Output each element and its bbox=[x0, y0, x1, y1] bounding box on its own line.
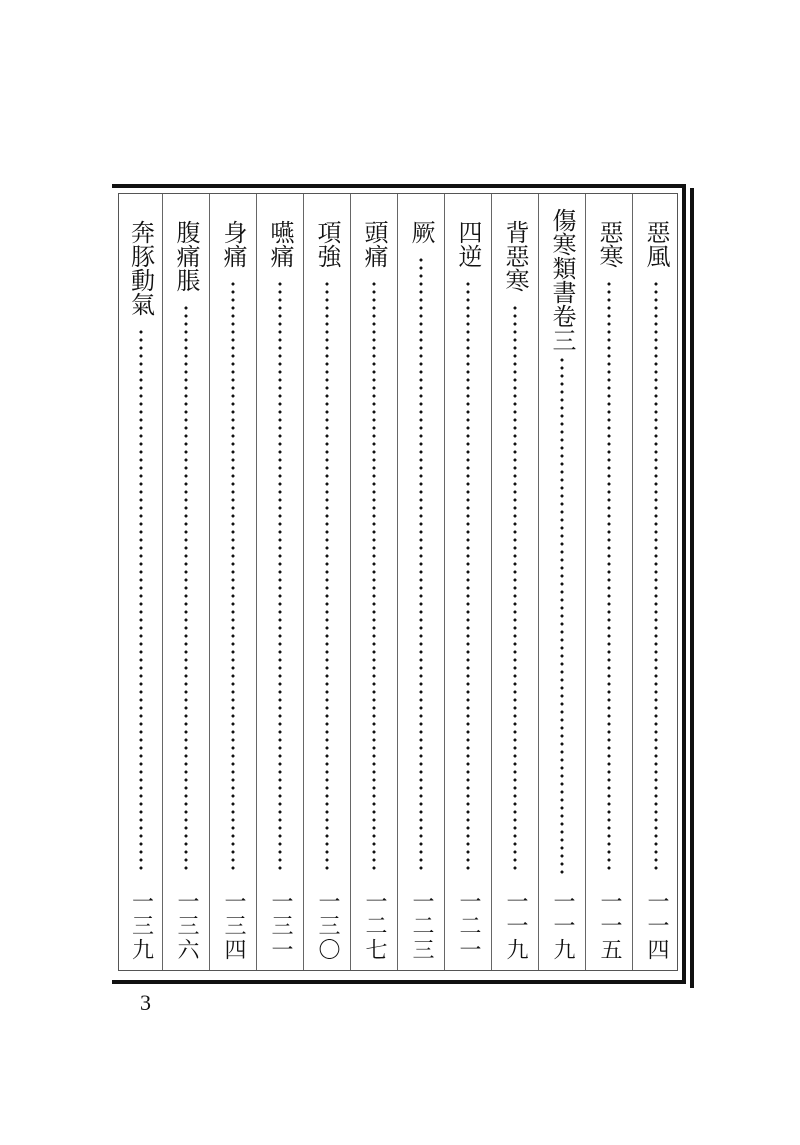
toc-entry-title: 頭痛 bbox=[360, 220, 388, 268]
toc-entry bbox=[303, 194, 350, 970]
toc-entry-page: 一一九 bbox=[550, 890, 575, 962]
toc-entry-title: 項強 bbox=[313, 220, 341, 268]
toc-entry-title: 奔豚動氣 bbox=[126, 220, 155, 316]
toc-entry-page: 一二七 bbox=[362, 890, 387, 962]
toc-entry-page: 一一五 bbox=[597, 890, 622, 962]
toc-entry bbox=[397, 194, 444, 970]
toc-entry-title: 惡寒 bbox=[595, 220, 623, 268]
toc-entry-page: 一三九 bbox=[128, 890, 154, 962]
toc-entry bbox=[632, 194, 679, 970]
folio-page-number: 3 bbox=[140, 990, 151, 1015]
dot-leader bbox=[654, 280, 658, 874]
dot-leader bbox=[184, 304, 188, 874]
toc-entry bbox=[585, 194, 632, 970]
toc-entry-page: 一一九 bbox=[503, 890, 528, 962]
toc-entry-page: 一二三 bbox=[409, 890, 434, 962]
dot-leader bbox=[419, 256, 423, 874]
dot-leader bbox=[513, 304, 517, 874]
dot-leader bbox=[231, 280, 235, 874]
toc-entry-page: 一三一 bbox=[268, 890, 293, 962]
toc-entry bbox=[491, 194, 538, 970]
toc-entry bbox=[209, 194, 256, 970]
toc-entry-title: 背惡寒 bbox=[501, 220, 529, 292]
toc-entry-title: 嚥痛 bbox=[266, 220, 294, 268]
page-frame-shadow bbox=[690, 188, 694, 988]
toc-entry bbox=[119, 194, 162, 970]
toc-entry bbox=[444, 194, 491, 970]
toc-entry-title: 傷寒類書卷三 bbox=[548, 208, 576, 352]
dot-leader bbox=[466, 280, 470, 874]
toc-entry bbox=[350, 194, 397, 970]
dot-leader bbox=[372, 280, 376, 874]
dot-leader bbox=[278, 280, 282, 874]
dot-leader bbox=[139, 328, 143, 874]
toc-table bbox=[118, 193, 678, 971]
dot-leader bbox=[607, 280, 611, 874]
dot-leader bbox=[325, 280, 329, 874]
toc-entry-title: 惡風 bbox=[642, 220, 670, 268]
toc-entry-title: 腹痛脹 bbox=[172, 220, 200, 292]
toc-entry-page: 一一四 bbox=[644, 890, 669, 962]
toc-entry-title: 身痛 bbox=[219, 220, 247, 268]
toc-entry-title: 四逆 bbox=[454, 220, 482, 268]
toc-entry bbox=[538, 194, 585, 970]
toc-entry-title: 厥 bbox=[407, 220, 435, 244]
toc-entry bbox=[256, 194, 303, 970]
dot-leader bbox=[560, 356, 564, 874]
toc-entry-page: 一三六 bbox=[174, 890, 199, 962]
toc-entry bbox=[162, 194, 209, 970]
toc-entry-page: 一三〇 bbox=[315, 890, 340, 962]
toc-entry-page: 一三四 bbox=[221, 890, 246, 962]
toc-entry-page: 一二一 bbox=[456, 890, 481, 962]
